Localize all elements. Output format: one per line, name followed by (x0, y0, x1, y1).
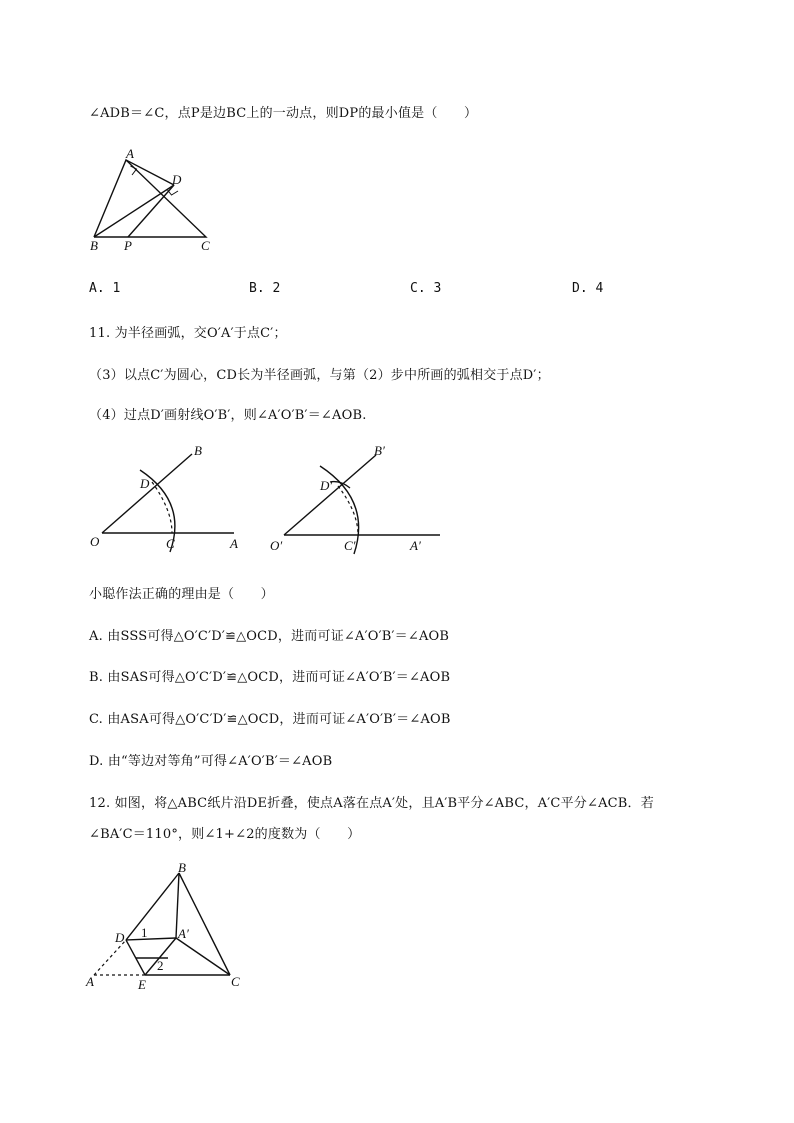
label-c1: C′ (344, 538, 356, 553)
q11-step4: （4）过点D′画射线O′B′，则∠A′O′B′＝∠AOB. (89, 408, 367, 423)
label-c: C (201, 238, 210, 253)
q12-figure (82, 862, 252, 1002)
label-b1: B′ (374, 443, 385, 458)
q11-line1: 11. 为半径画弧，交O′A′于点C′； (89, 326, 287, 341)
label-p: P (124, 238, 132, 253)
q10-option-a[interactable]: A. 1 (89, 281, 121, 296)
q11-option-c[interactable]: C. 由ASA可得△O′C′D′≌△OCD，进而可证∠A′O′B′＝∠AOB (89, 712, 451, 727)
label-b: B (90, 238, 98, 253)
q11-option-a[interactable]: A. 由SSS可得△O′C′D′≌△OCD，进而可证∠A′O′B′＝∠AOB (89, 629, 450, 644)
label-c: C (231, 974, 240, 989)
dashed-ad (94, 940, 126, 975)
label-d: D (172, 172, 182, 187)
q11-figure-left (88, 440, 258, 560)
label-a: A (86, 974, 94, 989)
ray-o1b1 (284, 455, 376, 535)
segment-da1 (126, 938, 176, 940)
label-a: A (230, 536, 238, 551)
label-b: B (194, 443, 202, 458)
q11-option-d[interactable]: D. 由“等边对等角”可得∠A′O′B′＝∠AOB (89, 754, 333, 769)
q11-prompt: 小聪作法正确的理由是（ ） (89, 587, 274, 602)
label-a: A (126, 146, 134, 161)
label-d: D (140, 476, 150, 491)
label-c: C (166, 536, 175, 551)
q12-line2: ∠BA′C＝110°，则∠1+∠2的度数为（ ） (89, 827, 361, 842)
side-bc (179, 873, 230, 975)
label-two: 2 (157, 958, 164, 973)
ray-ob (102, 454, 192, 533)
label-d1: D′ (320, 478, 333, 493)
segment-ad (126, 160, 174, 185)
side-bd (126, 873, 179, 940)
q10-option-d[interactable]: D. 4 (572, 281, 604, 296)
label-b: B (178, 860, 186, 875)
right-angle-mark-a (131, 166, 137, 175)
q10-option-c[interactable]: C. 3 (410, 281, 442, 296)
segment-ca1 (176, 938, 230, 975)
label-d: D (115, 930, 125, 945)
q10-figure (80, 140, 230, 255)
q12-line1: 12. 如图，将△ABC纸片沿DE折叠，使点A落在点A′处，且A′B平分∠ABC，A′C平分∠ACB．若 (89, 796, 654, 811)
q11-option-b[interactable]: B. 由SAS可得△O′C′D′≌△OCD，进而可证∠A′O′B′＝∠AOB (89, 670, 451, 685)
label-one: 1 (141, 925, 148, 940)
label-o1: O′ (270, 538, 283, 553)
q11-step3: （3）以点C′为圆心，CD长为半径画弧，与第（2）步中所画的弧相交于点D′； (89, 368, 550, 383)
label-a1: A′ (410, 538, 421, 553)
q11-figure-right (268, 440, 438, 560)
label-o: O (90, 534, 100, 549)
label-e: E (138, 977, 146, 992)
q10-option-b[interactable]: B. 2 (249, 281, 281, 296)
q10-stem: ∠ADB＝∠C，点P是边BC上的一动点，则DP的最小值是（ ） (89, 106, 478, 121)
label-a1: A′ (178, 926, 189, 941)
